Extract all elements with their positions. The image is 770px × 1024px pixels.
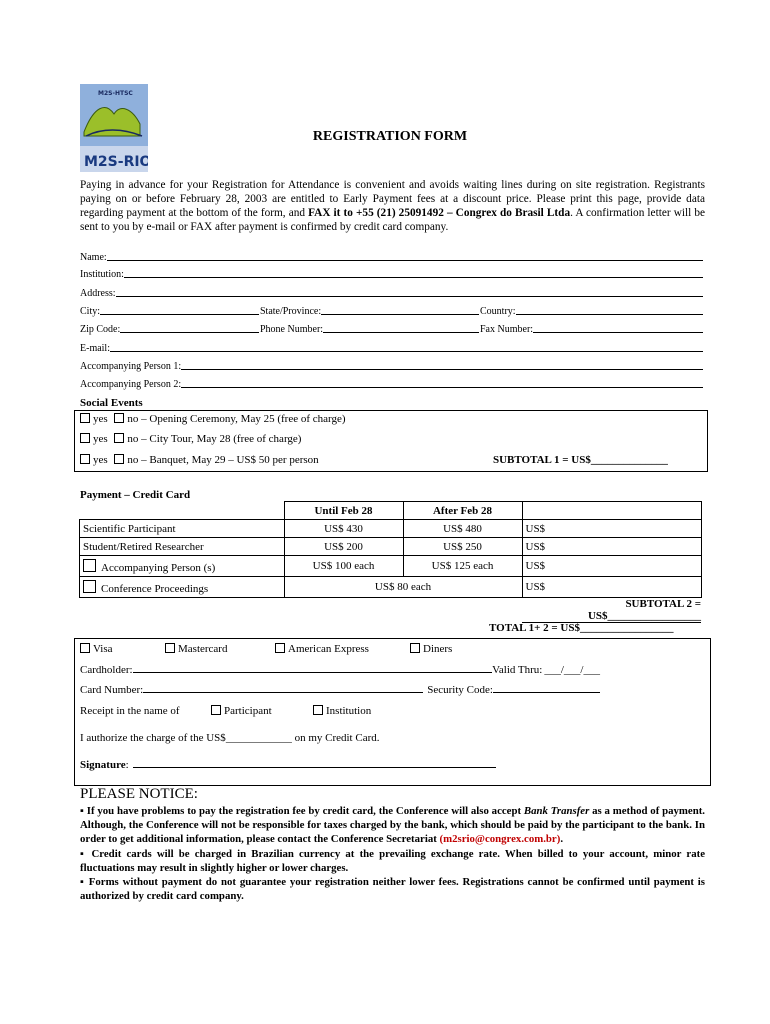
- card-number-label: Card Number:: [80, 684, 144, 696]
- valid-thru-input[interactable]: ___/___/___: [544, 664, 600, 676]
- logo-bottom-text: M2S-RIO: [84, 154, 148, 170]
- event-label: – Banquet, May 29 – US$ 50 per person: [141, 454, 319, 466]
- receipt-institution[interactable]: [313, 705, 371, 717]
- table-row: [80, 520, 702, 538]
- zip-label: Zip Code:: [80, 324, 121, 335]
- price-after: US$ 250: [403, 538, 522, 556]
- social-event-row: [80, 454, 319, 466]
- security-code-input[interactable]: [493, 692, 600, 693]
- card-type-mastercard[interactable]: [165, 643, 227, 655]
- checkbox[interactable]: [114, 433, 124, 443]
- price-after: US$ 480: [403, 520, 522, 538]
- secretariat-email-link[interactable]: (m2srio@congrex.com.br): [439, 833, 561, 846]
- cardholder-label: Cardholder:: [80, 664, 133, 676]
- cardholder-input[interactable]: [133, 672, 493, 673]
- price-until: US$ 430: [284, 520, 403, 538]
- city-label: City:: [80, 306, 101, 317]
- col-total: [522, 502, 701, 520]
- notice-italic: Bank Transfer: [523, 805, 590, 817]
- card-type-diners[interactable]: [410, 643, 452, 655]
- yes-label: yes: [93, 454, 108, 466]
- country-label: Country:: [480, 306, 516, 317]
- state-label: State/Province:: [260, 306, 322, 317]
- no-label: no: [127, 413, 139, 425]
- payment-table: [79, 501, 702, 623]
- social-event-row: [80, 413, 346, 425]
- m2s-rio-logo: [80, 84, 148, 172]
- grand-total: TOTAL 1+ 2 = US$_________________: [489, 622, 674, 634]
- checkbox[interactable]: [114, 413, 124, 423]
- price-until: US$ 100 each: [284, 556, 403, 577]
- checkbox[interactable]: [114, 454, 124, 464]
- amex-label: American Express: [288, 643, 369, 655]
- page-title: REGISTRATION FORM: [312, 129, 468, 144]
- mastercard-label: Mastercard: [178, 643, 228, 655]
- notice-text: If you have problems to pay the registration fee by credit card, the Conference will also accept: [86, 805, 524, 817]
- row-label-cell: [80, 556, 285, 577]
- checkbox[interactable]: [80, 643, 90, 653]
- name-field[interactable]: [80, 251, 704, 263]
- receipt-label: Receipt in the name of: [80, 705, 180, 717]
- bullet: ▪: [80, 847, 87, 860]
- phone-field[interactable]: [260, 324, 480, 335]
- checkbox[interactable]: [80, 413, 90, 423]
- table-header-row: [80, 502, 702, 520]
- diners-label: Diners: [423, 643, 453, 655]
- row-label: Accompanying Person (s): [101, 561, 216, 574]
- price-until: US$ 200: [284, 538, 403, 556]
- table-row: [80, 556, 702, 577]
- country-field[interactable]: [480, 306, 704, 317]
- col-after-feb: After Feb 28: [403, 502, 522, 520]
- event-label: – City Tour, May 28 (free of charge): [141, 433, 302, 445]
- table-row: [80, 538, 702, 556]
- valid-thru-label: Valid Thru:: [492, 664, 543, 676]
- intro-fax: FAX it to +55 (21) 25091492 – Congrex do Brasil Ltda: [308, 207, 571, 219]
- authorize-amount-input[interactable]: ____________: [225, 732, 292, 744]
- notice-text: Forms without payment do not guarantee your registration neither lower fees. Registrations cannot be confirmed until payment is authorized by credit card company.: [80, 876, 706, 903]
- social-events-heading: Social Events: [80, 397, 143, 409]
- email-field[interactable]: [80, 342, 704, 354]
- fax-field[interactable]: [480, 324, 704, 335]
- checkbox[interactable]: [80, 433, 90, 443]
- logo-top-text: M2S-HTSC: [98, 90, 133, 97]
- subtotal-row: [80, 598, 702, 623]
- yes-label: yes: [93, 433, 108, 445]
- subtotal-2: SUBTOTAL 2 = US$_________________: [522, 598, 701, 623]
- price-after: US$ 125 each: [403, 556, 522, 577]
- card-number-input[interactable]: [143, 692, 423, 693]
- price-merged: US$ 80 each: [284, 577, 522, 598]
- no-label: no: [127, 454, 139, 466]
- checkbox[interactable]: [275, 643, 285, 653]
- acc1-label: Accompanying Person 1:: [80, 361, 182, 372]
- address-label: Address:: [80, 288, 116, 299]
- social-event-row: [80, 433, 301, 445]
- signature-input[interactable]: [133, 767, 496, 768]
- row-total[interactable]: US$: [522, 520, 701, 538]
- signature-colon: :: [125, 759, 129, 771]
- zip-phone-fax-row: [80, 323, 704, 335]
- checkbox[interactable]: [80, 454, 90, 464]
- city-state-country-row: [80, 305, 704, 317]
- col-until-feb: Until Feb 28: [284, 502, 403, 520]
- accompanying-person-2-field[interactable]: [80, 378, 704, 390]
- institution-field[interactable]: [80, 268, 704, 280]
- notice-text: as a method of payment. Although, the Conference will not be responsible for taxes charged by the bank, which should be paid by the participant to the bank. In order to get additional information, please contact the Conference Secretariat: [80, 805, 706, 846]
- institution-label: Institution:: [80, 269, 124, 280]
- checkbox[interactable]: [211, 705, 221, 715]
- state-field[interactable]: [260, 306, 480, 317]
- institution-option-label: Institution: [326, 705, 372, 717]
- signature-label: Signature: [80, 759, 126, 771]
- fax-label: Fax Number:: [480, 324, 534, 335]
- table-row: [80, 577, 702, 598]
- zip-field[interactable]: [80, 324, 260, 335]
- city-field[interactable]: [80, 306, 260, 317]
- phone-label: Phone Number:: [260, 324, 324, 335]
- notice-heading: PLEASE NOTICE:: [80, 786, 198, 802]
- checkbox[interactable]: [313, 705, 323, 715]
- notice-text: Credit cards will be charged in Brazilian currency at the prevailing exchange rate. When billed to your account, minor rate fluctuations may result in slightly higher or lower charges.: [80, 847, 706, 874]
- row-label: Scientific Participant: [80, 520, 285, 538]
- intro-text: Paying in advance for your Registration for Attendance is convenient and avoids waiting lines during on site registration. Registrants paying on or before February 28, 2003 are entitled to Early Payment fees at a discount price. Please print this page, provide data regarding payment at the bottom of the form, and: [80, 179, 705, 219]
- card-type-visa[interactable]: [80, 643, 113, 655]
- no-label: no: [127, 433, 139, 445]
- card-number-row: [80, 684, 600, 696]
- receipt-participant[interactable]: [211, 705, 272, 717]
- cardholder-row: [80, 664, 600, 676]
- bullet: ▪: [80, 805, 84, 817]
- visa-label: Visa: [93, 643, 113, 655]
- row-label-cell: [80, 577, 285, 598]
- table-corner: [80, 502, 285, 520]
- row-total[interactable]: US$: [522, 577, 701, 598]
- row-label: Conference Proceedings: [101, 582, 209, 595]
- checkbox[interactable]: [83, 580, 96, 593]
- intro-text-end: . A confirmation letter will be sent to you by e-mail or FAX after payment is confirmed by credit card company.: [80, 207, 706, 233]
- address-field[interactable]: [80, 287, 704, 299]
- payment-heading: Payment – Credit Card: [80, 489, 191, 501]
- checkbox[interactable]: [165, 643, 175, 653]
- notice-text: .: [560, 833, 564, 846]
- authorize-text: [80, 732, 380, 744]
- card-type-amex[interactable]: [275, 643, 369, 655]
- checkbox[interactable]: [410, 643, 420, 653]
- email-label: E-mail:: [80, 343, 110, 354]
- security-code-label: Security Code:: [427, 684, 493, 696]
- row-label: Student/Retired Researcher: [80, 538, 285, 556]
- notice-item: [80, 875, 705, 903]
- name-label: Name:: [80, 252, 107, 263]
- intro-paragraph: [80, 178, 705, 234]
- acc2-label: Accompanying Person 2:: [80, 379, 182, 390]
- yes-label: yes: [93, 413, 108, 425]
- subtotal-1: SUBTOTAL 1 = US$______________: [493, 454, 668, 466]
- notice-item: [80, 804, 705, 847]
- empty-cell: [80, 598, 523, 623]
- bullet: ▪: [80, 876, 85, 889]
- authorize-label: I authorize the charge of the US$: [80, 732, 226, 744]
- participant-label: Participant: [224, 705, 272, 717]
- authorize-label-end: on my Credit Card.: [291, 732, 380, 744]
- row-total[interactable]: US$: [522, 556, 701, 577]
- signature-row: [80, 759, 496, 771]
- event-label: – Opening Ceremony, May 25 (free of charge): [141, 413, 346, 425]
- notice-body: [80, 804, 705, 903]
- row-total[interactable]: US$: [522, 538, 701, 556]
- notice-item: [80, 847, 705, 875]
- checkbox[interactable]: [83, 559, 96, 572]
- accompanying-person-1-field[interactable]: [80, 360, 704, 372]
